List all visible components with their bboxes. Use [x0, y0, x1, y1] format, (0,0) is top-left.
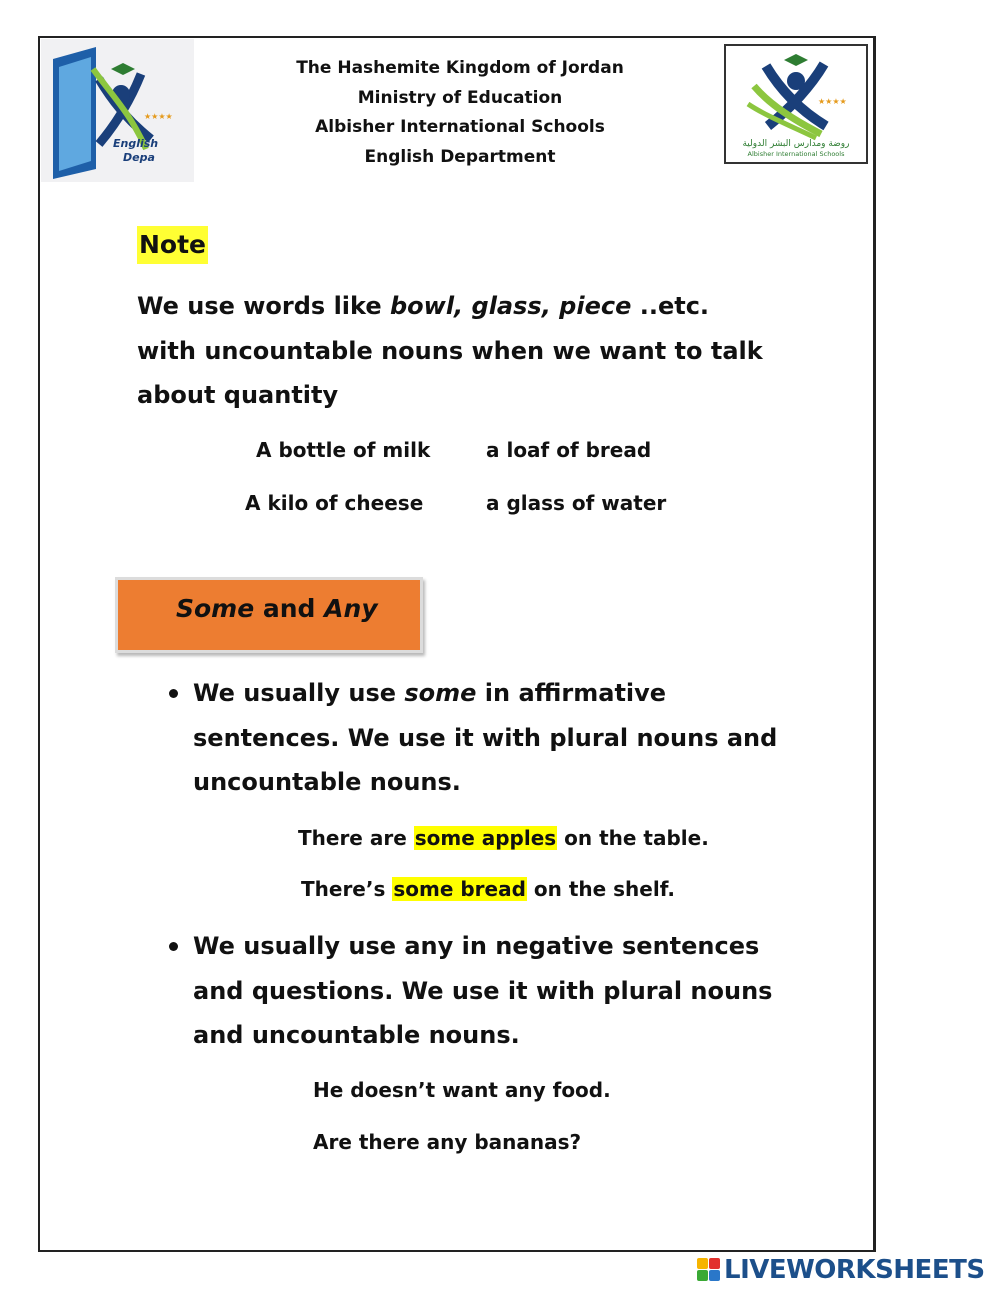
bullet-any-line-2: and questions. We use it with plural nouns — [193, 976, 773, 1005]
example-kilo-of-cheese: A kilo of cheese — [245, 491, 424, 515]
note-label: Note — [137, 226, 208, 264]
highlight-some-bread: some bread — [393, 877, 526, 901]
svg-text:★★★★: ★★★★ — [818, 97, 847, 106]
example-any-food: He doesn’t want any food. — [313, 1078, 611, 1102]
bullet-some-rule — [193, 671, 813, 805]
example-some-bread: There’s some bread on the shelf. — [301, 877, 675, 901]
example-some-apples: There are some apples on the table. — [298, 826, 709, 850]
example-loaf-of-bread: a loaf of bread — [486, 438, 652, 462]
note-line-1: We use words like bowl, glass, piece ..etc. — [137, 292, 710, 320]
svg-text:★★★★: ★★★★ — [144, 112, 173, 121]
example-any-bananas: Are there any bananas? — [313, 1130, 582, 1154]
section-title: Some and Any — [176, 594, 378, 623]
school-logo-english: Albisher International Schools — [747, 150, 845, 158]
example-glass-of-water: a glass of water — [486, 491, 667, 515]
school-header — [260, 54, 660, 172]
school-logo-arabic: روضة ومدارس البشر الدولية — [742, 139, 850, 149]
bullet-dot — [169, 942, 178, 951]
note-paragraph — [137, 284, 797, 418]
bullet-any-rule — [193, 924, 813, 1058]
left-logo-text-1: English — [113, 137, 159, 150]
bullet-any-line-1: We usually use any in negative sentences — [193, 932, 760, 960]
header-kingdom: The Hashemite Kingdom of Jordan — [296, 58, 624, 78]
header-ministry: Ministry of Education — [357, 87, 563, 108]
bullet-some-line-3: uncountable nouns. — [193, 768, 461, 796]
school-logo — [724, 44, 868, 164]
example-bottle-of-milk: A bottle of milk — [256, 438, 431, 462]
bullet-some-line-1: We usually use some in affirmative — [193, 679, 667, 707]
bullet-any-line-3: and uncountable nouns. — [193, 1021, 520, 1049]
bullet-some-line-2: sentences. We use it with plural nouns and — [193, 723, 778, 752]
note-line-3: about quantity — [137, 381, 339, 409]
liveworksheets-wordmark: LIVEWORKSHEETS — [724, 1255, 985, 1285]
left-logo-text-2: Depa — [123, 151, 155, 164]
highlight-some-apples: some apples — [414, 826, 557, 850]
header-department: English Department — [364, 146, 556, 167]
note-line-2: with uncountable nouns when we want to talk — [137, 336, 763, 365]
bullet-dot — [169, 689, 178, 698]
english-department-logo — [41, 39, 194, 182]
header-school: Albisher International Schools — [315, 117, 605, 137]
section-title-box — [115, 577, 423, 653]
liveworksheets-logo-icon — [697, 1258, 721, 1282]
